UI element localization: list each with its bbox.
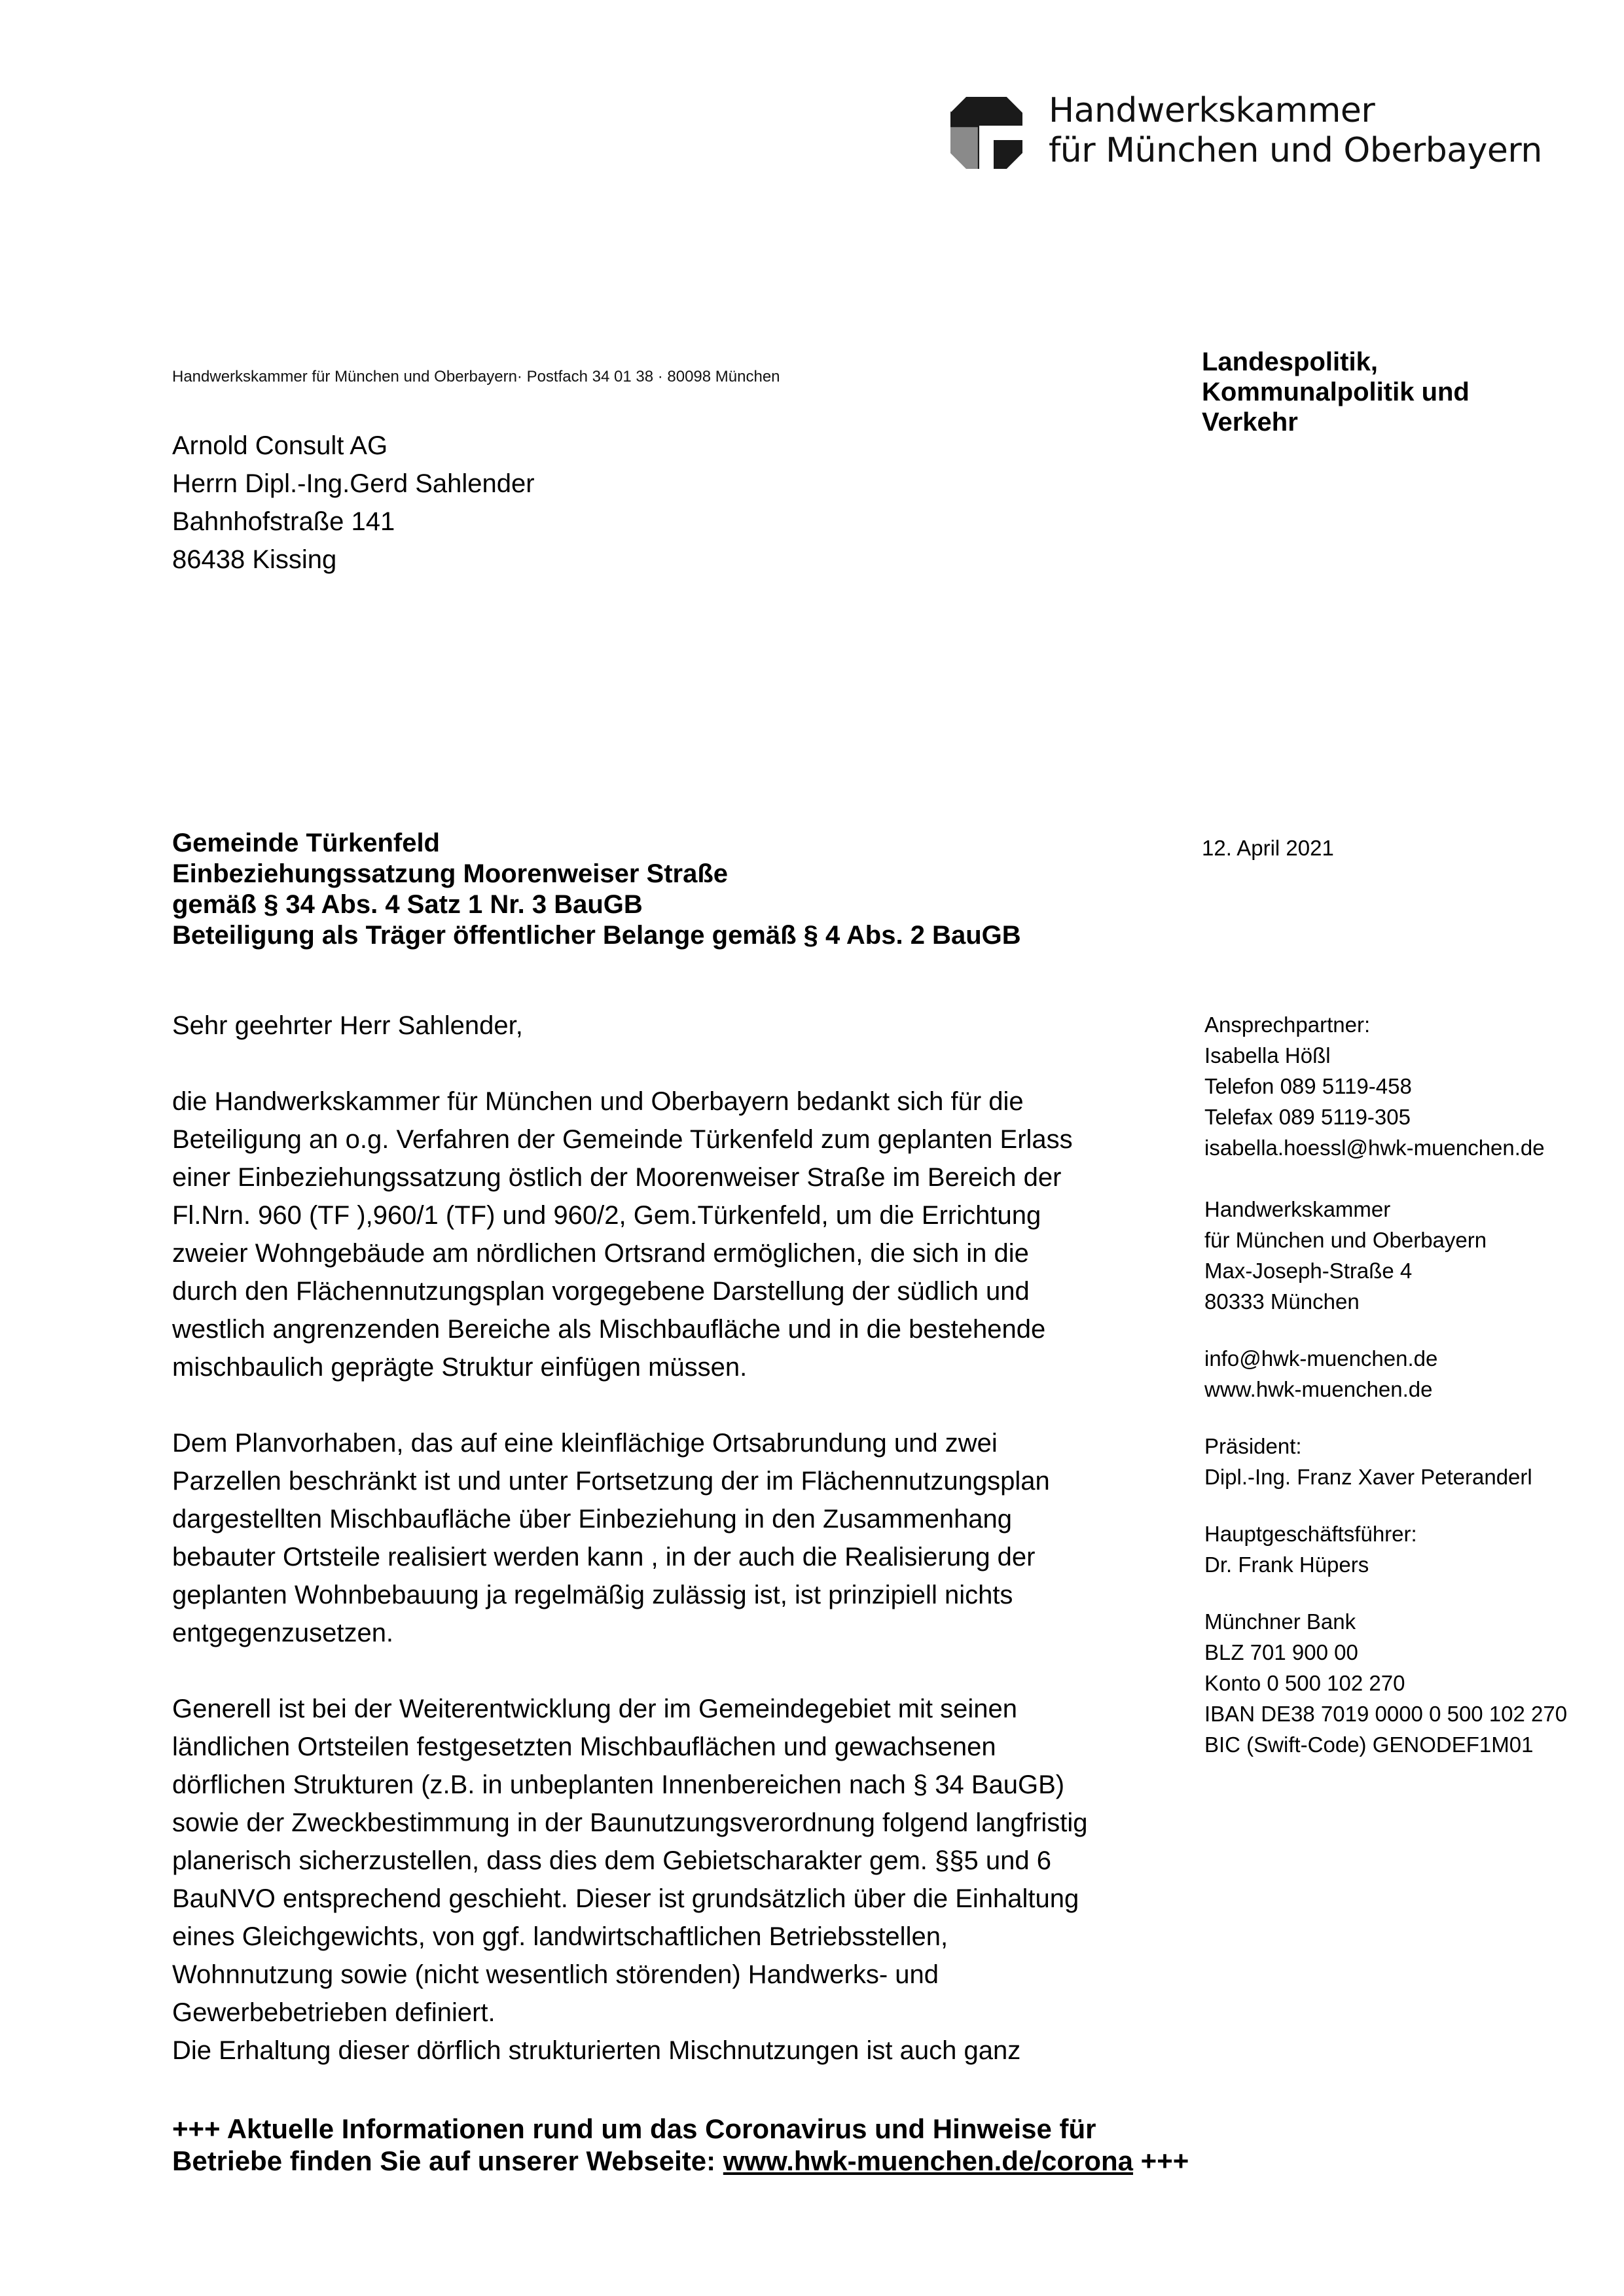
body-line: sowie der Zweckbestimmung in der Baunutzungsverordnung folgend langfristig — [172, 1808, 1088, 1837]
body-line: Parzellen beschränkt ist und unter Fortsetzung der im Flächennutzungsplan — [172, 1467, 1050, 1496]
letter-date: 12. April 2021 — [1202, 836, 1334, 860]
subject-line: Beteiligung als Träger öffentlicher Belange gemäß § 4 Abs. 2 BauGB — [172, 921, 1021, 950]
body-line: dargestellten Mischbaufläche über Einbeziehung in den Zusammenhang — [172, 1505, 1013, 1534]
bank-block — [1204, 1606, 1567, 1760]
paragraph-2 — [172, 1424, 1141, 1652]
body-line: die Handwerkskammer für München und Oberbayern bedankt sich für die — [172, 1087, 1024, 1116]
body-line: BauNVO entsprechend geschieht. Dieser ist grundsätzlich über die Einhaltung — [172, 1884, 1079, 1913]
notice-line: +++ Aktuelle Informationen rund um das Coronavirus und Hinweise für — [172, 2113, 1096, 2144]
info-email-link[interactable]: info@hwk-muenchen.de — [1204, 1346, 1438, 1371]
contact-line: Telefax 089 5119-305 — [1204, 1105, 1411, 1129]
contact-line: Handwerkskammer — [1204, 1197, 1391, 1221]
president-block — [1204, 1431, 1567, 1492]
department-line: Verkehr — [1202, 408, 1298, 437]
salutation: Sehr geehrter Herr Sahlender, — [172, 1011, 523, 1040]
body-line: entgegenzusetzen. — [172, 1619, 394, 1647]
notice-suffix: +++ — [1133, 2145, 1189, 2176]
contact-line: Münchner Bank — [1204, 1609, 1356, 1634]
paragraph-3 — [172, 1690, 1141, 2070]
logo-line2: für München und Oberbayern — [1049, 131, 1542, 170]
contact-line: IBAN DE38 7019 0000 0 500 102 270 — [1204, 1702, 1568, 1726]
contact-line: BLZ 701 900 00 — [1204, 1640, 1358, 1664]
body-line: westlich angrenzenden Bereiche als Mischbaufläche und in die bestehende — [172, 1315, 1046, 1344]
department-line: Kommunalpolitik und — [1202, 378, 1470, 406]
chamber-web — [1204, 1343, 1567, 1405]
body-line: bebauter Ortsteile realisiert werden kann , in der auch die Realisierung der — [172, 1543, 1036, 1571]
notice-prefix: Betriebe finden Sie auf unserer Webseite: — [172, 2145, 723, 2176]
contact-line: 80333 München — [1204, 1289, 1360, 1314]
contact-line: für München und Oberbayern — [1204, 1228, 1487, 1252]
corona-notice — [172, 2113, 1189, 2177]
contact-line: Dr. Frank Hüpers — [1204, 1552, 1369, 1577]
recipient-address — [172, 427, 535, 579]
body-line: zweier Wohngebäude am nördlichen Ortsrand ermöglichen, die sich in die — [172, 1239, 1029, 1268]
contact-line: Isabella Hößl — [1204, 1043, 1331, 1067]
body-line: ländlichen Ortsteilen festgesetzten Mischbauflächen und gewachsenen — [172, 1732, 996, 1761]
department-line: Landespolitik, — [1202, 348, 1378, 376]
corona-link[interactable]: www.hwk-muenchen.de/corona — [723, 2145, 1134, 2176]
body-line: Generell ist bei der Weiterentwicklung der im Gemeindegebiet mit seinen — [172, 1695, 1017, 1723]
subject-line: Gemeinde Türkenfeld — [172, 829, 440, 857]
contact-line: Präsident: — [1204, 1434, 1302, 1458]
hwk-logo-mark-icon — [950, 97, 1022, 169]
body-line: Gewerbebetrieben definiert. — [172, 1998, 496, 2027]
department-block — [1202, 347, 1470, 437]
contact-line: BIC (Swift-Code) GENODEF1M01 — [1204, 1732, 1534, 1757]
contact-line: Hauptgeschäftsführer: — [1204, 1522, 1417, 1546]
body-line: durch den Flächennutzungsplan vorgegebene Darstellung der südlich und — [172, 1277, 1030, 1306]
recipient-line: Arnold Consult AG — [172, 431, 388, 460]
subject-line: gemäß § 34 Abs. 4 Satz 1 Nr. 3 BauGB — [172, 890, 643, 919]
contact-person — [1204, 1009, 1567, 1163]
body-line: dörflichen Strukturen (z.B. in unbeplanten Innenbereichen nach § 34 BauGB) — [172, 1770, 1065, 1799]
ceo-block — [1204, 1518, 1567, 1580]
contact-line: Dipl.-Ing. Franz Xaver Peteranderl — [1204, 1465, 1532, 1489]
body-line: planerisch sicherzustellen, dass dies dem Gebietscharakter gem. §§5 und 6 — [172, 1846, 1051, 1875]
recipient-line: Bahnhofstraße 141 — [172, 507, 395, 536]
recipient-line: Herrn Dipl.-Ing.Gerd Sahlender — [172, 469, 535, 498]
paragraph-1 — [172, 1083, 1141, 1386]
body-line: Dem Planvorhaben, das auf eine kleinflächige Ortsabrundung und zwei — [172, 1429, 998, 1458]
body-line: Fl.Nrn. 960 (TF ),960/1 (TF) und 960/2, Gem.Türkenfeld, um die Errichtung — [172, 1201, 1041, 1230]
sender-return-line: Handwerkskammer für München und Oberbayern· Postfach 34 01 38 · 80098 München — [172, 368, 780, 386]
body-line: Wohnnutzung sowie (nicht wesentlich störenden) Handwerks- und — [172, 1960, 939, 1989]
contact-line: Max-Joseph-Straße 4 — [1204, 1259, 1413, 1283]
body-line: eines Gleichgewichts, von ggf. landwirtschaftlichen Betriebsstellen, — [172, 1922, 948, 1951]
contact-line: Konto 0 500 102 270 — [1204, 1671, 1405, 1695]
body-line: Die Erhaltung dieser dörflich strukturierten Mischnutzungen ist auch ganz — [172, 2036, 1021, 2065]
chamber-address — [1204, 1194, 1567, 1317]
contact-email-link[interactable]: isabella.hoessl@hwk-muenchen.de — [1204, 1136, 1545, 1160]
website-link[interactable]: www.hwk-muenchen.de — [1204, 1377, 1433, 1401]
body-line: geplanten Wohnbebauung ja regelmäßig zulässig ist, ist prinzipiell nichts — [172, 1581, 1013, 1609]
recipient-line: 86438 Kissing — [172, 545, 337, 574]
body-line: mischbaulich geprägte Struktur einfügen müssen. — [172, 1353, 748, 1382]
subject-line: Einbeziehungssatzung Moorenweiser Straße — [172, 859, 729, 888]
contact-line: Ansprechpartner: — [1204, 1013, 1371, 1037]
contact-line: Telefon 089 5119-458 — [1204, 1074, 1412, 1098]
logo-line1: Handwerkskammer — [1049, 91, 1375, 130]
body-line: Beteiligung an o.g. Verfahren der Gemeinde Türkenfeld zum geplanten Erlass — [172, 1125, 1073, 1154]
contact-sidebar — [1204, 1009, 1567, 1760]
letter-body — [172, 1007, 1141, 2070]
notice-line — [172, 2145, 1189, 2177]
body-line: einer Einbeziehungssatzung östlich der Moorenweiser Straße im Bereich der — [172, 1163, 1062, 1192]
subject-block — [172, 828, 1021, 951]
